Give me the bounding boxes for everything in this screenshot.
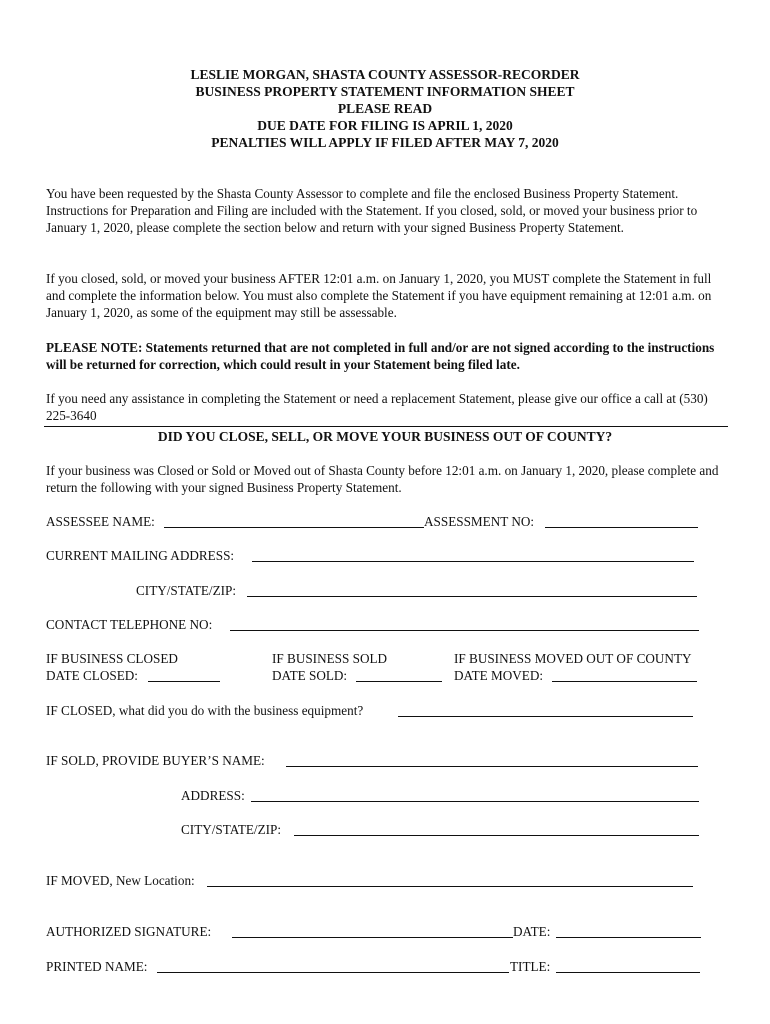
assessee-name-field[interactable]: [164, 527, 424, 528]
header-please-read: PLEASE READ: [337, 101, 433, 116]
header-assessor: LESLIE MORGAN, SHASTA COUNTY ASSESSOR-RECORDER: [190, 67, 580, 82]
assistance-paragraph: If you need any assistance in completing the Statement or need a replacement Statement, please give our office a call at (530) 225-3640: [46, 391, 708, 423]
printed-name-label: PRINTED NAME:: [46, 959, 148, 974]
header-penalties: PENALTIES WILL APPLY IF FILED AFTER MAY 7, 2020: [211, 135, 559, 150]
mailing-address-label: CURRENT MAILING ADDRESS:: [46, 548, 235, 563]
date-moved-label: DATE MOVED:: [454, 668, 544, 683]
if-sold-label: IF BUSINESS SOLD: [272, 651, 388, 666]
section-instructions: If your business was Closed or Sold or Moved out of Shasta County before 12:01 a.m. on January 1, 2020, please complete and return the following with your signed Business Property Statement.: [46, 463, 719, 495]
buyer-address-label: ADDRESS:: [181, 788, 245, 803]
please-note-paragraph: PLEASE NOTE: Statements returned that are not completed in full and/or are not signed according to the instructions will be returned for correction, which could result in your Statement being filed late.: [46, 340, 715, 372]
contact-phone-label: CONTACT TELEPHONE NO:: [46, 617, 213, 632]
section-title: DID YOU CLOSE, SELL, OR MOVE YOUR BUSINESS OUT OF COUNTY?: [157, 429, 613, 444]
intro-paragraph-2: If you closed, sold, or moved your business AFTER 12:01 a.m. on January 1, 2020, you MUST complete the Statement in full and complete the information below. You must also complete the Statement if you have equipment remaining at 12:01 a.m. on January 1, 2020, as some of the equipment may still be assessable.: [46, 271, 712, 320]
buyer-name-field[interactable]: [286, 766, 698, 767]
city-state-zip-field[interactable]: [247, 596, 697, 597]
city-state-zip-label: CITY/STATE/ZIP:: [136, 583, 237, 598]
if-closed-label: IF BUSINESS CLOSED: [46, 651, 178, 666]
date-closed-field[interactable]: [148, 681, 220, 682]
new-location-label: IF MOVED, New Location:: [46, 873, 195, 888]
intro-paragraph-1: You have been requested by the Shasta County Assessor to complete and file the enclosed Business Property Statement. Instructions for Preparation and Filing are included with the Statement. If you closed, sold, or moved your business prior to January 1, 2020, please complete the section below and return with your signed Business Property Statement.: [46, 186, 698, 235]
contact-phone-field[interactable]: [230, 630, 699, 631]
buyer-city-state-zip-field[interactable]: [294, 835, 699, 836]
date-sold-field[interactable]: [356, 681, 442, 682]
buyer-name-label: IF SOLD, PROVIDE BUYER’S NAME:: [46, 753, 265, 768]
if-moved-label: IF BUSINESS MOVED OUT OF COUNTY: [454, 651, 692, 666]
date-sold-label: DATE SOLD:: [272, 668, 348, 683]
new-location-field[interactable]: [207, 886, 693, 887]
title-field[interactable]: [556, 972, 700, 973]
assessment-no-field[interactable]: [545, 527, 698, 528]
mailing-address-field[interactable]: [252, 561, 694, 562]
signature-label: AUTHORIZED SIGNATURE:: [46, 924, 212, 939]
assessment-no-label: ASSESSMENT NO:: [424, 514, 535, 529]
section-divider: [44, 426, 728, 427]
title-label: TITLE:: [510, 959, 551, 974]
date-label: DATE:: [513, 924, 551, 939]
date-field[interactable]: [556, 937, 701, 938]
closed-equipment-label: IF CLOSED, what did you do with the business equipment?: [46, 703, 364, 718]
date-moved-field[interactable]: [552, 681, 697, 682]
buyer-address-field[interactable]: [251, 801, 699, 802]
printed-name-field[interactable]: [157, 972, 509, 973]
date-closed-label: DATE CLOSED:: [46, 668, 138, 683]
assessee-name-label: ASSESSEE NAME:: [46, 514, 155, 529]
header-sheet-title: BUSINESS PROPERTY STATEMENT INFORMATION SHEET: [195, 84, 575, 99]
header-due-date: DUE DATE FOR FILING IS APRIL 1, 2020: [257, 118, 513, 133]
buyer-city-state-zip-label: CITY/STATE/ZIP:: [181, 822, 282, 837]
signature-field[interactable]: [232, 937, 513, 938]
closed-equipment-field[interactable]: [398, 716, 693, 717]
